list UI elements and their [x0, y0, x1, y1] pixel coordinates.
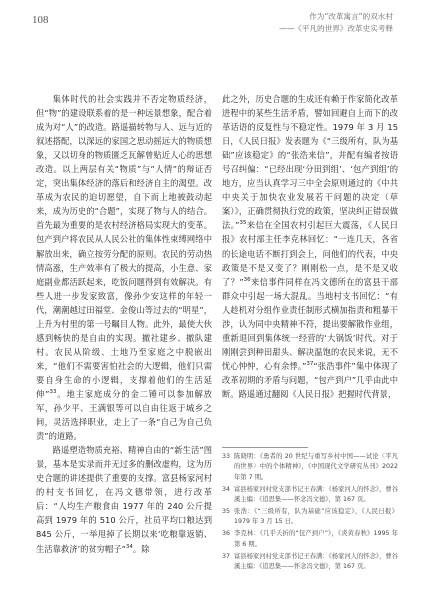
footnote [222, 485, 398, 506]
footnote-text: 陈晓明：《勇者的 20 世纪与重写乡村中国——试论〈平凡的世界〉中的个体精神》，《中国现代文学研究丛刊》2022 年第 7 期。 [234, 453, 398, 481]
body-paragraph: 路遥塑造物质充裕、精神自由的“新生活”图景，基本是实录而并无过多的删改虚构，这为历史合题的讲述提供了重要的支撑。富县杨家河村的村支书回忆，在冯文德带领，进行改革后：“人均生产粮食由 1977 年的 240 公斤提高到 1979 年的 510 公斤，社员平均口粮达到 845 公斤，一举甩掉了长期以来‘吃粮靠返销、生活靠救济’的贫穷帽子”$^{34}$。除 [36, 445, 212, 554]
footnote-ref[interactable]: 36 [243, 276, 251, 283]
footnote-number: 37 [222, 552, 231, 560]
running-header-subtitle: ——《平凡的世界》改革史实考释 [279, 24, 393, 33]
footnotes [222, 452, 398, 574]
footnote-number: 36 [222, 530, 231, 538]
footnote-text: 富县杨家河村党支部书记王春满：《杨家河人的怀念》，曹谷溪主编：《追思集——怀念冯文德》，第 167 页。 [234, 552, 398, 571]
footnote-ref[interactable]: 37 [306, 361, 314, 368]
footnote-ref[interactable]: 35 [239, 220, 247, 227]
footnote-number: 33 [222, 453, 231, 460]
footnote [222, 507, 398, 528]
footnote-text: 李克林：《几乎夭折的“包产到户”》，《炎黄春秋》1995 年第 6 期。 [234, 530, 398, 548]
footnote [222, 552, 398, 573]
footnote-ref[interactable]: 34 [125, 543, 133, 550]
footnote-divider [222, 447, 308, 448]
body-paragraph: 此之外，历史合题的生成还有赖于作家简化改革进程中的某些生活矛盾，譬如回避自上而下的改革话语的反复性与不稳定性。1979 年 3 月 15 日，《人民日报》发表题为《“三级所有，队为基础”应该稳定》的“张浩来信”，并配有编者按语号召纠偏：“已经出现‘分田到组’、‘包产到组’的地方，应当认真学习三中全会原则通过的《中共中央关于加快农业发展若干问题的决定（草案）》，正确贯彻执行党的政策，坚决纠正错误做法。”$^{35}$来信在全国农村引起巨大震荡，《人民日报》农村部主任李克林回忆：“一连几天，各省的长途电话不断打到会上，问他们的代表，中央政策是不是又变了？刚刚松一点，是不是又收了？”$^{36}$来信事件同样在冯文德所在的富县干部群众中引起一场大混乱。当地村支书回忆：“有人趁机对分组作业责任制形式横加指责和粗暴干涉，认为同中央精神不符，提出要解散作业组，重新退回到集体统一经营的‘大锅饭’时代。对于刚刚尝到种田甜头、解决温饱的农民来说，无不忧心忡忡，心有余悸。”$^{37}$“张浩事件”集中体现了改革初期的矛盾与问题，“包产到户”几乎由此中断。路遥通过翻阅《人民日报》把握时代背景， [222, 94, 398, 399]
page-number: 108 [32, 14, 49, 26]
footnote [222, 529, 398, 550]
footnote-number: 34 [222, 485, 231, 493]
running-header [173, 11, 393, 35]
footnote-text: 富县杨家河村党支部书记王春满：《杨家河人的怀念》，曹谷溪主编：《追思集——怀念冯文德》，第 167 页。 [234, 485, 398, 504]
right-column [222, 92, 398, 401]
footnote-text: 张浩：《“三级所有，队为基础”应该稳定》，《人民日报》1979 年 3 月 15 日。 [234, 508, 398, 526]
body-paragraph: 集体时代的社会实践并不否定物质经济，但“物”的建设联系着的是一种远景想象，配合着成为对“人”的改造。路遥描转物与人、远与近的叙述搭配，以深远的家国之思动摇远大的物质想象，又以切身的物质匮乏瓦解曾贴近人心的思想改造。以上两层有关“物质”与“人情”的辩证否定，突出集体经济的落后和经济自主的渴望。改革成为农民的迫切愿望，自下而上地被鼓动起来，成为历史的“合题”，实现了物与人的结合。首先最为重要的是农村经济格局实现大的变革。包产到户将农民从人民公社的集体性束缚网络中解放出来，确立按劳分配的原则。农民的劳动热情高涨，生产效率有了极大的提高，小生意、家庭副业都活跃起来，吃饭问题得到有效解决。有些人进一步发家致富，像孙少安这样的年轻一代，潮潮越过田福堂、金俊山等过去的“明星”，上升为村里的第一号瞩目人物。此外，最使大伙感到畅快的是自由的实现。撤社建乡、撤队建村。农民从阶级、土地乃至家庭之中脱嵌出来，“他们不需要害怕社会的大逻辑，他们只需要自身生命的小逻辑，支撑着他们的生活延伸”$^{33}$。地主家庭成分的金二锤可以参加解放军，孙少平、王满银等可以自由往返于城乡之间，灵活选择职业，走上了一条“自己为自己负责”的道路。 [36, 94, 212, 442]
running-header-title: 作为“改革寓言”的双水村 [309, 12, 393, 21]
footnote [222, 452, 398, 483]
footnote-number: 35 [222, 508, 231, 516]
left-column [36, 92, 212, 556]
footnote-ref[interactable]: 33 [49, 389, 57, 396]
